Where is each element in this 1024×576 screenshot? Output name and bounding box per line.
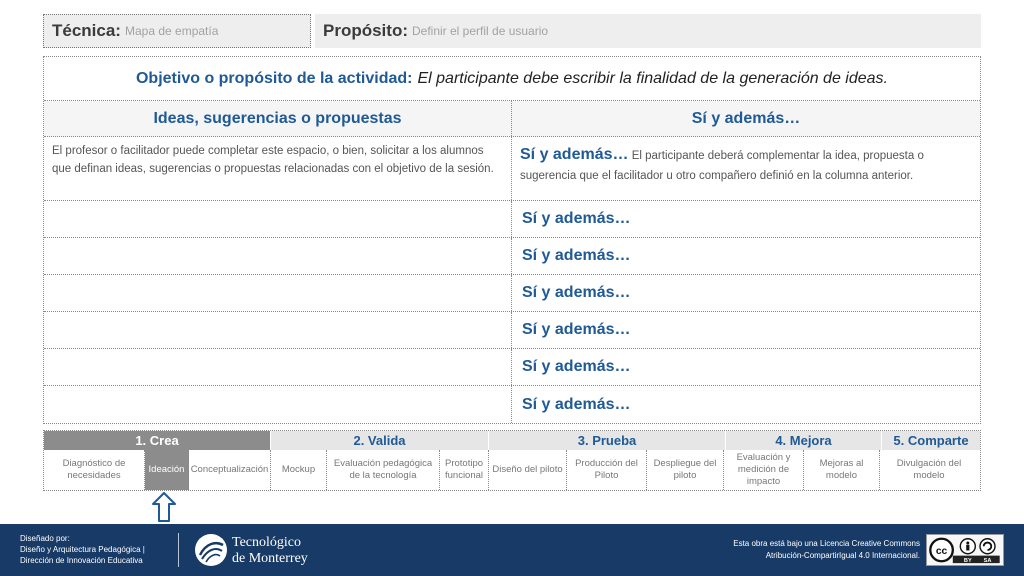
footer bbox=[0, 524, 1024, 576]
ideas-column-header: Ideas, sugerencias o propuestas bbox=[44, 101, 512, 136]
up-arrow-icon bbox=[152, 492, 176, 522]
substep: Producción del Piloto bbox=[567, 450, 647, 490]
license-line1: Esta obra está bajo una Licencia Creative Commons bbox=[733, 539, 920, 548]
phase-prueba: 3. Prueba bbox=[489, 431, 726, 450]
phase-row bbox=[44, 431, 980, 450]
yes-and-cell[interactable]: Sí y además… bbox=[521, 247, 631, 264]
logo-wordmark bbox=[232, 535, 308, 567]
license-text bbox=[733, 538, 920, 562]
substep: Evaluación y medición de impacto bbox=[724, 450, 804, 490]
yes-and-column-header: Sí y además… bbox=[691, 109, 801, 127]
phase-valida: 2. Valida bbox=[271, 431, 489, 450]
idea-cell[interactable] bbox=[44, 201, 512, 237]
sa-text: SA bbox=[983, 558, 992, 565]
idea-cell[interactable] bbox=[44, 238, 512, 274]
table-row bbox=[44, 386, 980, 423]
yes-and-cell[interactable]: Sí y además… bbox=[521, 210, 631, 227]
objective-value: El participante debe escribir la finalidad de la generación de ideas. bbox=[417, 69, 888, 87]
substep: Prototipo funcional bbox=[440, 450, 489, 490]
substep: Diagnóstico de necesidades bbox=[44, 450, 145, 490]
idea-cell[interactable] bbox=[44, 275, 512, 311]
substep: Despliegue del piloto bbox=[647, 450, 724, 490]
substep-active: Ideación bbox=[145, 450, 189, 490]
process-steps bbox=[43, 430, 981, 491]
by-text: BY bbox=[963, 558, 972, 565]
phase-mejora: 4. Mejora bbox=[726, 431, 882, 450]
table-row bbox=[44, 275, 980, 312]
table-row bbox=[44, 349, 980, 386]
logo-line2: de Monterrey bbox=[232, 551, 308, 566]
substep: Conceptualización bbox=[189, 450, 271, 490]
purpose-value: Definir el perfil de usuario bbox=[412, 24, 549, 38]
ideas-description: El profesor o facilitador puede completar este espacio, o bien, solicitar a los alumnos que definan ideas, sugerencias o propuestas relacionadas con el objetivo de la sesión. bbox=[44, 137, 512, 200]
technique-label: Técnica: bbox=[52, 21, 121, 40]
tec-logo-icon bbox=[194, 533, 228, 567]
yes-and-cell[interactable]: Sí y además… bbox=[521, 395, 631, 413]
table-row bbox=[44, 201, 980, 238]
yes-and-description bbox=[512, 137, 980, 200]
table-row bbox=[44, 238, 980, 275]
designed-by-label: Diseñado por: bbox=[20, 534, 70, 543]
technique-value: Mapa de empatía bbox=[124, 24, 219, 38]
substep: Divulgación del modelo bbox=[896, 458, 962, 481]
substep-row bbox=[44, 450, 980, 490]
phase-crea: 1. Crea bbox=[44, 431, 271, 450]
yes-and-cell[interactable]: Sí y además… bbox=[521, 284, 631, 301]
designed-by-line1: Diseño y Arquitectura Pedagógica | bbox=[20, 545, 145, 554]
yes-and-description-text: El participante deberá complementar la idea, propuesta o sugerencia que el facilitador u otro compañero definió en la columna anterior. bbox=[520, 150, 924, 182]
substep: Mockup bbox=[271, 450, 327, 490]
purpose-label: Propósito: bbox=[323, 21, 408, 40]
technique-box bbox=[43, 14, 311, 48]
idea-cell[interactable] bbox=[44, 349, 512, 385]
objective-label: Objetivo o propósito de la actividad: bbox=[135, 69, 413, 87]
substep: Diseño del piloto bbox=[489, 450, 567, 490]
header-row bbox=[44, 101, 980, 137]
idea-cell[interactable] bbox=[44, 386, 512, 423]
logo-line1: Tecnológico bbox=[232, 535, 301, 550]
idea-cell[interactable] bbox=[44, 312, 512, 348]
objective-row bbox=[44, 57, 980, 101]
designed-by-line2: Dirección de Innovación Educativa bbox=[20, 556, 143, 565]
license-line2: Atribución-CompartirIgual 4.0 Internacional. bbox=[765, 551, 920, 560]
creative-commons-icon[interactable] bbox=[926, 534, 1004, 566]
substep: Mejoras al modelo bbox=[804, 450, 880, 490]
purpose-box bbox=[315, 14, 981, 48]
credits bbox=[20, 533, 145, 566]
phase-comparte: 5. Comparte bbox=[882, 431, 980, 450]
yes-and-description-title: Sí y además… bbox=[520, 146, 629, 163]
substep: Evaluación pedagógica de la tecnología bbox=[327, 450, 440, 490]
cc-text: cc bbox=[935, 545, 948, 557]
yes-and-cell[interactable]: Sí y además… bbox=[521, 321, 631, 338]
activity-table bbox=[43, 56, 981, 424]
description-row bbox=[44, 137, 980, 201]
table-row bbox=[44, 312, 980, 349]
divider bbox=[178, 533, 179, 567]
yes-and-cell[interactable]: Sí y además… bbox=[521, 358, 631, 375]
